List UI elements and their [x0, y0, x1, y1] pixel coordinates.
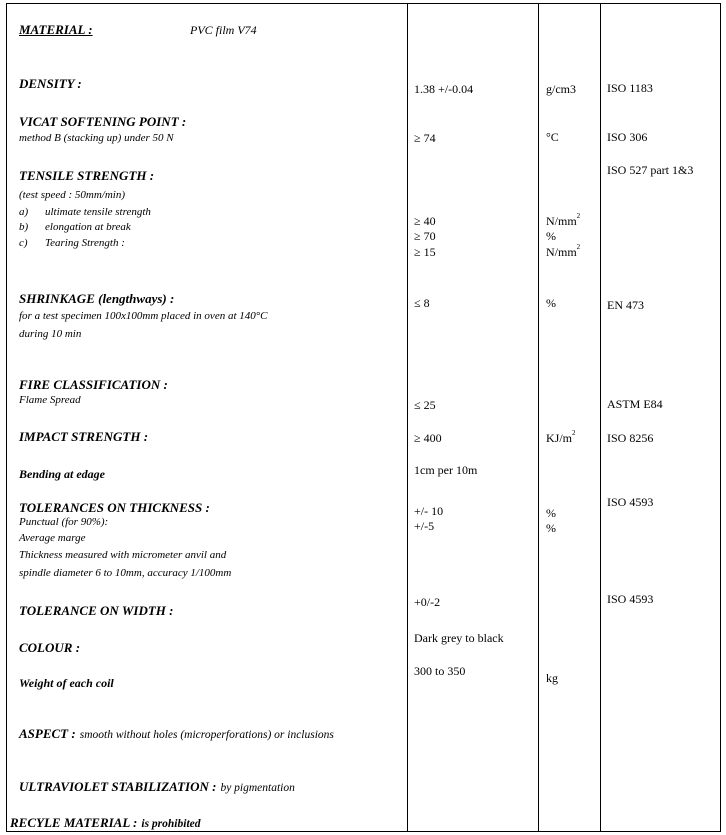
aspect-line	[19, 726, 334, 742]
recycle-label: RECYLE MATERIAL :	[10, 815, 138, 830]
weight-value: 300 to 350	[414, 664, 466, 678]
tensile-item-unit: $N/mm^2$	[546, 243, 581, 259]
tolerance-thickness-value1: +/- 10	[414, 504, 444, 518]
aspect-label: ASPECT :	[19, 726, 76, 741]
tensile-item-unit: $N/mm^2$	[546, 212, 581, 228]
vicat-standard: ISO 306	[607, 130, 648, 144]
tolerance-thickness-sub1: Punctual (for 90%):	[19, 516, 109, 528]
density-label: DENSITY :	[19, 76, 82, 91]
tensile-standard: ISO 527 part 1&3	[607, 163, 694, 177]
fire-label: FIRE CLASSIFICATION :	[19, 377, 168, 392]
vicat-label: VICAT SOFTENING POINT :	[19, 114, 187, 129]
uv-label: ULTRAVIOLET STABILIZATION :	[19, 779, 217, 794]
material-value: PVC film V74	[190, 23, 257, 37]
aspect-text: smooth without holes (microperforations) or inclusions	[79, 729, 334, 741]
vicat-sub: method B (stacking up) under 50 N	[19, 132, 174, 144]
tolerance-width-label: TOLERANCE ON WIDTH :	[19, 603, 174, 618]
tolerance-thickness-sub2: Average marge	[19, 532, 86, 544]
tensile-note: (test speed : 50mm/min)	[19, 189, 126, 201]
tolerance-thickness-label: TOLERANCES ON THICKNESS :	[19, 500, 210, 515]
tensile-item-marker: c)	[19, 237, 28, 249]
column-divider-unit	[538, 3, 539, 832]
material-label: MATERIAL :	[19, 22, 93, 37]
shrinkage-value: ≤ 8	[414, 296, 430, 310]
tensile-label: TENSILE STRENGTH :	[19, 168, 155, 183]
shrinkage-standard: EN 473	[607, 298, 644, 312]
tensile-item-marker: b)	[19, 221, 29, 233]
tensile-item-marker: a)	[19, 206, 29, 218]
tensile-item-value: ≥ 15	[414, 245, 436, 259]
tensile-item-text: ultimate tensile strength	[45, 206, 151, 218]
tensile-item-text: Tearing Strength :	[45, 237, 125, 249]
uv-line	[19, 779, 295, 795]
shrinkage-sub1: for a test specimen 100x100mm placed in oven at 140°C	[19, 310, 268, 322]
tolerance-width-standard: ISO 4593	[607, 592, 654, 606]
density-standard: ISO 1183	[607, 81, 653, 95]
fire-standard: ASTM E84	[607, 397, 663, 411]
weight-unit: kg	[546, 671, 558, 685]
tensile-item-text: elongation at break	[45, 221, 131, 233]
tolerance-thickness-sub3: Thickness measured with micrometer anvil and	[19, 549, 227, 561]
bending-label: Bending at edage	[19, 467, 105, 481]
colour-label: COLOUR :	[19, 640, 81, 655]
shrinkage-sub2: during 10 min	[19, 328, 82, 340]
tolerance-thickness-unit1: %	[546, 506, 556, 520]
shrinkage-label: SHRINKAGE (lengthways) :	[19, 291, 175, 306]
weight-label: Weight of each coil	[19, 676, 114, 690]
density-unit: g/cm3	[546, 82, 576, 96]
tensile-item-value: ≥ 40	[414, 214, 436, 228]
column-divider-standard	[600, 3, 601, 832]
tensile-item-unit: %	[546, 229, 556, 243]
recycle-text: is prohibited	[141, 818, 201, 830]
shrinkage-unit: %	[546, 296, 556, 310]
tolerance-thickness-unit2: %	[546, 521, 556, 535]
impact-label: IMPACT STRENGTH :	[19, 429, 149, 444]
impact-value: ≥ 400	[414, 431, 442, 445]
fire-sub: Flame Spread	[19, 394, 81, 406]
tolerance-thickness-standard: ISO 4593	[607, 495, 654, 509]
recycle-line	[10, 815, 201, 831]
colour-value: Dark grey to black	[414, 631, 504, 645]
impact-unit: $KJ/m^2$	[546, 429, 576, 445]
tolerance-thickness-sub4: spindle diameter 6 to 10mm, accuracy 1/100mm	[19, 567, 232, 579]
vicat-unit: °C	[546, 130, 559, 144]
uv-text: by pigmentation	[220, 782, 295, 794]
tensile-item-value: ≥ 70	[414, 229, 436, 243]
density-value: 1.38 +/-0.04	[414, 82, 474, 96]
vicat-value: ≥ 74	[414, 131, 436, 145]
fire-value: ≤ 25	[414, 398, 436, 412]
column-divider-value	[407, 3, 408, 832]
bending-value: 1cm per 10m	[414, 463, 478, 477]
tolerance-thickness-value2: +/-5	[414, 519, 435, 533]
tolerance-width-value: +0/-2	[414, 595, 441, 609]
impact-standard: ISO 8256	[607, 431, 654, 445]
